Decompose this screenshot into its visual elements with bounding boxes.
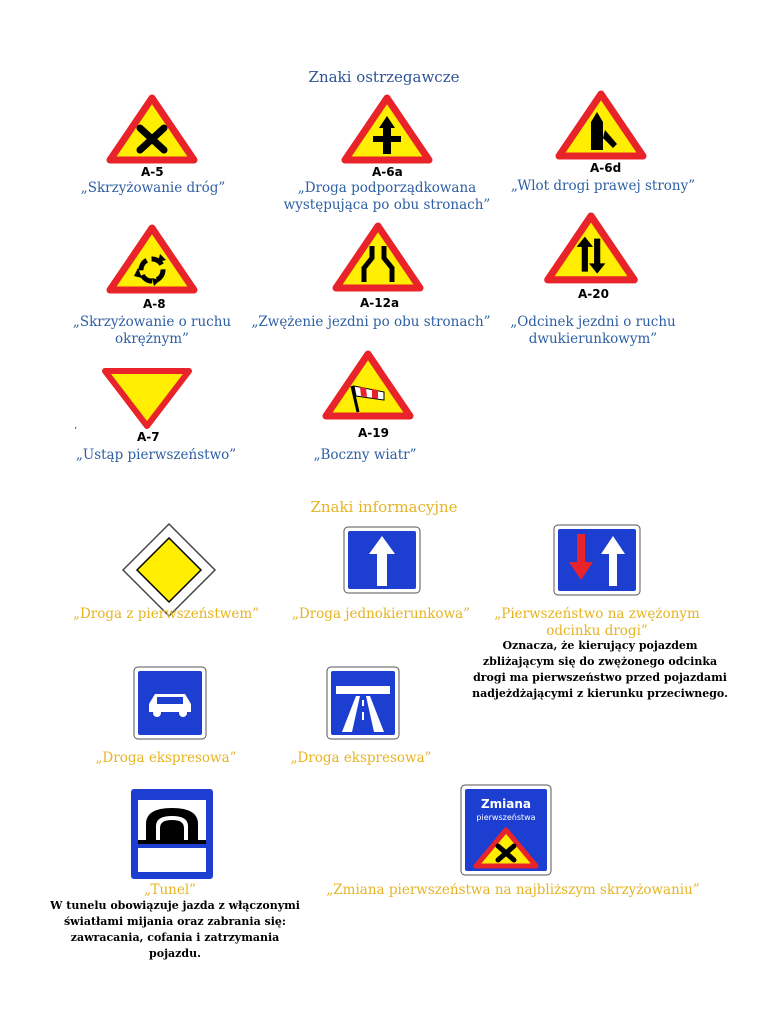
windsock-icon (324, 352, 412, 422)
info-section-title: Znaki informacyjne (310, 498, 458, 516)
sign-caption: „Odcinek jezdni o ruchu dwukierunkowym” (510, 314, 676, 347)
tunnel-note: W tunelu obowiązuje jazda z włączonymi światłami mijania oraz zabrania się: zawracania, cofania i zatrzymania pojazdu. (50, 899, 300, 960)
tunnel-icon (130, 788, 214, 880)
sign-caption: „Wlot drogi prawej strony” (510, 178, 696, 194)
sign-caption: „Skrzyżowanie o ruchu okrężnym” (72, 314, 232, 347)
sign-caption: „Pierwszeństwo na zwężonym odcinku drogi” (494, 606, 700, 639)
one-way-road-icon (343, 526, 421, 594)
sign-caption: „Droga ekspresowa” (290, 750, 432, 766)
sign-code: A-6d (590, 161, 622, 175)
sign-code: A-7 (137, 430, 160, 444)
sign-caption: „Droga ekspresowa” (95, 750, 237, 766)
sign-caption: „Zwężenie jezdni po obu stronach” (251, 314, 491, 330)
sign-caption: „Boczny wiatr” (313, 447, 417, 463)
motorway-icon (326, 666, 400, 740)
priority-over-oncoming-icon (553, 524, 641, 596)
right-merge-icon (557, 92, 645, 162)
two-way-traffic-icon (545, 214, 637, 286)
sign-caption: „Droga jednokierunkowa” (291, 606, 471, 622)
sign-caption: „Tunel” (143, 882, 197, 898)
give-way-icon (102, 368, 192, 430)
expressway-car-icon (133, 666, 207, 740)
sign-caption: „Droga z pierwszeństwem” (72, 606, 260, 622)
sign-code: A-20 (578, 287, 609, 301)
sign-caption: „Droga podporządkowana występująca po obu stronach” (283, 180, 491, 213)
sign-code: A-5 (141, 165, 164, 179)
priority-road-icon (121, 522, 217, 618)
sign-caption: „Skrzyżowanie dróg” (80, 180, 226, 196)
side-roads-icon (343, 96, 431, 166)
crossroads-icon (108, 96, 196, 166)
priority-change-icon (460, 784, 552, 876)
sign-code: A-6a (372, 165, 403, 179)
sign-caption: „Zmiana pierwszeństwa na najbliższym skrzyżowaniu” (326, 882, 700, 898)
roundabout-icon (108, 226, 196, 296)
sign-zmiana-text: Zmiana (480, 797, 532, 811)
sign-pierwszenstwa-text: pierwszeństwa (476, 813, 536, 822)
warning-section-title: Znaki ostrzegawcze (308, 68, 460, 86)
sign-code: A-19 (358, 426, 389, 440)
priority-note: Oznacza, że kierujący pojazdem zbliżającym się do zwężonego odcinka drogi ma pierwszeństwo przed pojazdami nadjeżdżającymi z kierunku przeciwnego. (472, 639, 728, 700)
sign-caption: „Ustąp pierwszeństwo” (75, 447, 237, 463)
road-narrows-icon (334, 224, 422, 294)
sign-code: A-8 (143, 297, 166, 311)
sign-code: A-12a (360, 296, 400, 310)
